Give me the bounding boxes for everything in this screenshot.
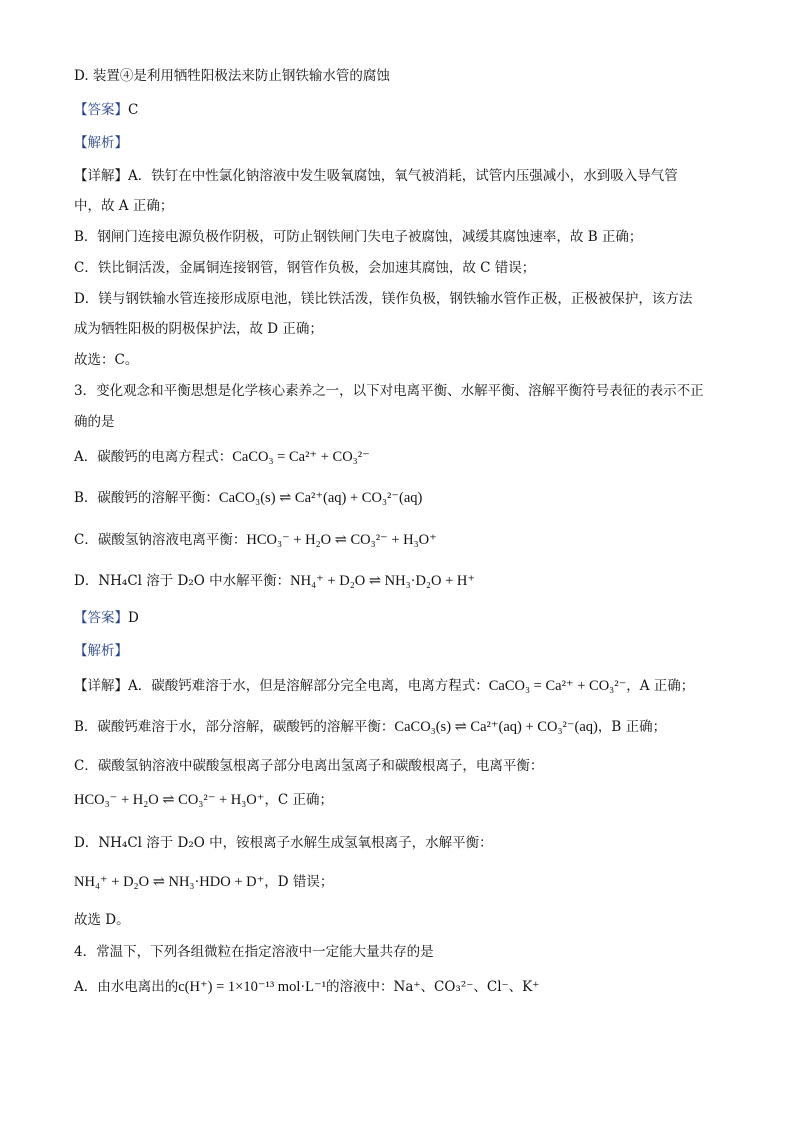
line-text: D. 装置④是利用牺牲阳极法来防止钢铁输水管的腐蚀 [74, 68, 390, 84]
detail-line [74, 790, 333, 810]
detail-line [74, 676, 694, 696]
line-text: 故选：C。 [74, 352, 139, 368]
line-text: C．碳酸氢钠溶液中碳酸氢根离子部分电离出氢离子和碳酸根离子，电离平衡： [74, 758, 544, 774]
answer-value: D [128, 610, 139, 626]
line-text: D．镁与钢铁输水管连接形成原电池，镁比铁活泼，镁作负极，钢铁输水管作正极，正极被保护，该方法 [74, 291, 693, 307]
detail-line [74, 319, 323, 339]
detail-line [74, 227, 642, 247]
detail-line [74, 872, 333, 892]
question-3-stem [74, 381, 704, 401]
option-d-q3 [74, 571, 475, 591]
detail-line [74, 258, 535, 278]
option-d-q2 [74, 66, 390, 86]
formula: c(H⁺) = 1×10⁻¹³ mol·L⁻¹ [178, 979, 327, 995]
formula: CaCO₃ = Ca²⁺ + CO₃²⁻ [488, 678, 627, 694]
line-text: 4．常温下，下列各组微粒在指定溶液中一定能大量共存的是 [74, 944, 434, 960]
line-text: C．铁比铜活泼，金属铜连接钢管，钢管作负极，会加速其腐蚀，故 C 错误； [74, 260, 536, 276]
answer-tag: 【答案】 [74, 102, 128, 118]
detail-line [74, 717, 666, 737]
line-suffix: ，A 正确； [626, 678, 695, 694]
analysis-tag-q2 [74, 133, 128, 153]
option-label: D．NH₄Cl 溶于 D₂O 中水解平衡： [74, 573, 291, 589]
line-text: 3．变化观念和平衡思想是化学核心素养之一，以下对电离平衡、水解平衡、溶解平衡符号表征的表示不正 [74, 383, 704, 399]
option-label: C．碳酸氢钠溶液电离平衡： [74, 532, 247, 548]
detail-line [74, 166, 678, 186]
conclusion-q2 [74, 350, 138, 370]
analysis-tag: 【解析】 [74, 135, 128, 151]
question-3-stem [74, 412, 115, 432]
line-text: B．碳酸钙难溶于水，部分溶解，碳酸钙的溶解平衡： [74, 719, 395, 735]
line-suffix: 的溶液中：Na⁺、CO₃²⁻、Cl⁻、K⁺ [326, 979, 540, 995]
line-text: 中，故 A 正确； [74, 198, 174, 214]
line-text: D．NH₄Cl 溶于 D₂O 中，铵根离子水解生成氢氧根离子，水解平衡： [74, 835, 493, 851]
line-text: 【详解】A．铁钉在中性氯化钠溶液中发生吸氧腐蚀，氧气被消耗，试管内压强减小，水到吸入导气管 [74, 168, 678, 184]
line-text: 确的是 [74, 414, 115, 430]
answer-tag: 【答案】 [74, 610, 128, 626]
detail-line [74, 833, 493, 853]
formula: CaCO₃(s) ⇌ Ca²⁺(aq) + CO₃²⁻(aq) [218, 490, 423, 506]
detail-line [74, 756, 543, 776]
option-label: B．碳酸钙的溶解平衡： [74, 490, 219, 506]
answer-value: C [128, 102, 139, 118]
conclusion-q3 [74, 910, 130, 930]
line-suffix: ，B 正确； [597, 719, 667, 735]
line-suffix: ，D 错误； [264, 874, 334, 890]
analysis-tag: 【解析】 [74, 643, 128, 659]
option-a-q4 [74, 977, 539, 997]
line-text: 成为牺牲阳极的阴极保护法，故 D 正确； [74, 321, 323, 337]
question-4-stem [74, 942, 434, 962]
line-suffix: ，C 正确； [264, 792, 334, 808]
formula: CaCO₃(s) ⇌ Ca²⁺(aq) + CO₃²⁻(aq) [394, 719, 598, 735]
formula: HCO₃⁻ + H₂O ⇌ CO₃²⁻ + H₃O⁺ [74, 792, 265, 808]
formula: HCO₃⁻ + H₂O ⇌ CO₃²⁻ + H₃O⁺ [246, 532, 437, 548]
option-label: A．碳酸钙的电离方程式： [74, 449, 233, 465]
option-label: A．由水电离出的 [74, 979, 179, 995]
analysis-tag-q3 [74, 641, 128, 661]
line-text: 故选 D。 [74, 912, 130, 928]
formula: NH₄⁺ + D₂O ⇌ NH₃·HDO + D⁺ [74, 874, 265, 890]
option-a-q3 [74, 447, 370, 467]
detail-line [74, 289, 692, 309]
option-c-q3 [74, 530, 437, 550]
formula: NH₄⁺ + D₂O ⇌ NH₃·D₂O + H⁺ [290, 573, 476, 589]
line-text: 【详解】A．碳酸钙难溶于水，但是溶解部分完全电离，电离方程式： [74, 678, 489, 694]
answer-q3 [74, 608, 139, 628]
formula: CaCO₃ = Ca²⁺ + CO₃²⁻ [232, 449, 370, 465]
answer-q2 [74, 100, 138, 120]
line-text: B．钢闸门连接电源负极作阴极，可防止钢铁闸门失电子被腐蚀，减缓其腐蚀速率，故 B 正确； [74, 229, 643, 245]
option-b-q3 [74, 488, 422, 508]
detail-line [74, 196, 173, 216]
